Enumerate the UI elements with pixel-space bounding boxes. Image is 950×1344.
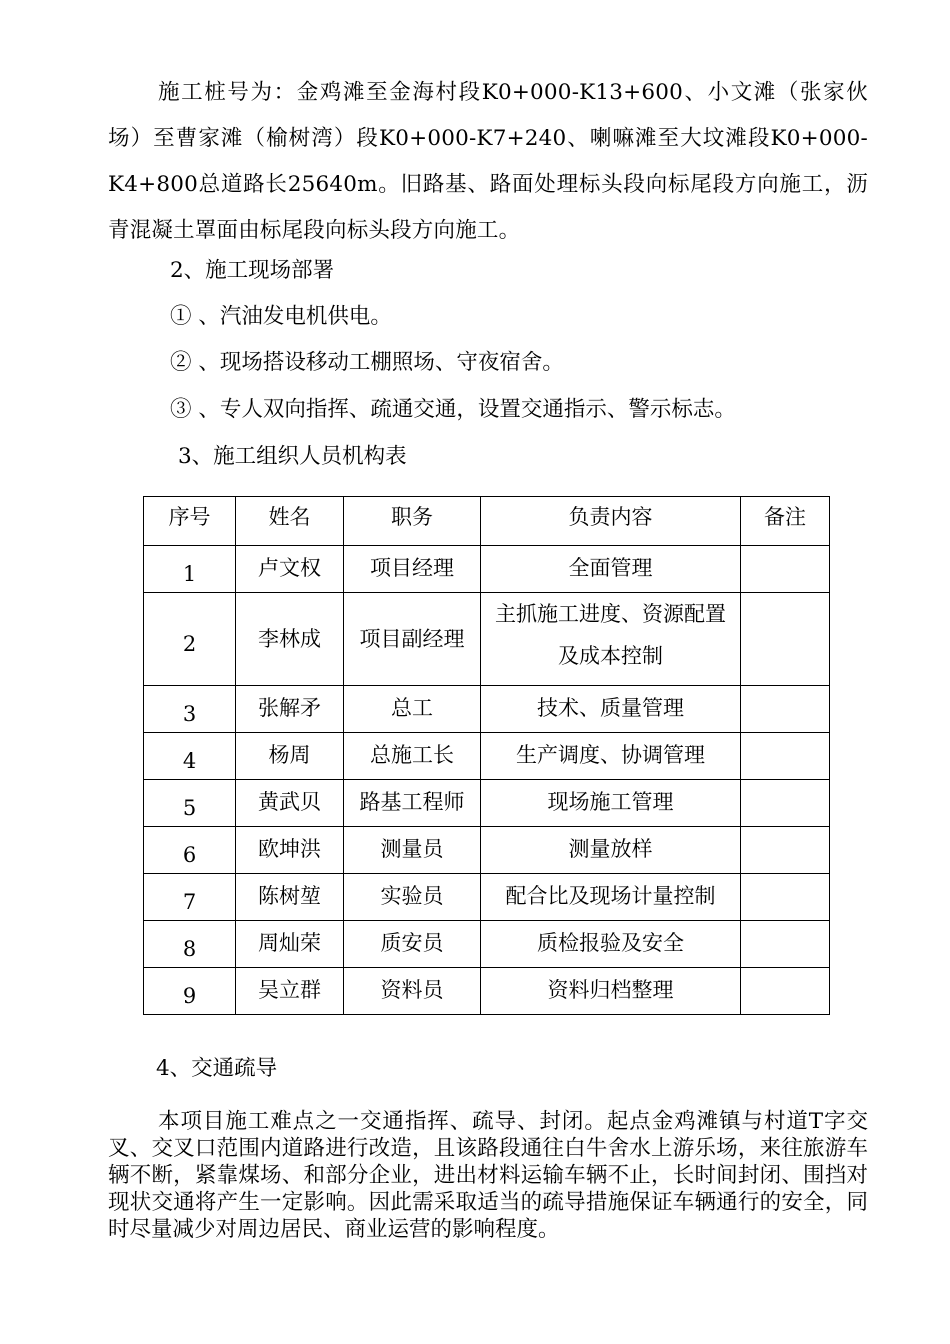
cell-position: 测量员: [344, 827, 481, 874]
deployment-item-3: ③ 、专人双向指挥、疏通交通，设置交通指示、警示标志。: [170, 397, 736, 422]
cell-duty: 资料归档整理: [481, 968, 741, 1015]
cell-position: 项目副经理: [344, 593, 481, 686]
cell-position: 资料员: [344, 968, 481, 1015]
cell-index: 2: [144, 593, 236, 686]
cell-index: 5: [144, 780, 236, 827]
cell-position: 总施工长: [344, 733, 481, 780]
table-row: [144, 593, 830, 686]
cell-duty: 现场施工管理: [481, 780, 741, 827]
table-header-row: [144, 497, 830, 546]
deployment-item-1: ① 、汽油发电机供电。: [170, 304, 392, 329]
header-cell: 姓名: [236, 497, 344, 546]
traffic-paragraph: 本项目施工难点之一交通指挥、疏导、封闭。起点金鸡滩镇与村道T字交叉、交叉口范围内道路进行改造，且该路段通往白牛舍水上游乐场，来往旅游车辆不断，紧靠煤场、和部分企业，进出材料运输车辆不止，长时间封闭、围挡对现状交通将产生一定影响。因此需采取适当的疏导措施保证车辆通行的安全，同时尽量减少对周边居民、商业运营的影响程度。: [108, 1109, 868, 1242]
cell-name: 陈树堃: [236, 874, 344, 921]
table-row: [144, 733, 830, 780]
cell-remark: [741, 827, 830, 874]
cell-duty: 质检报验及安全: [481, 921, 741, 968]
cell-name: 杨周: [236, 733, 344, 780]
cell-name: 张解矛: [236, 686, 344, 733]
cell-name: 吴立群: [236, 968, 344, 1015]
intro-paragraph: 施工桩号为：金鸡滩至金海村段K0+000-K13+600、小文滩（张家伙场）至曹家滩（榆树湾）段K0+000-K7+240、喇嘛滩至大坟滩段K0+000-K4+800总道路长25640m。旧路基、路面处理标头段向标尾段方向施工，沥青混凝土罩面由标尾段向标头段方向施工。: [108, 80, 868, 243]
table-row: [144, 546, 830, 593]
cell-remark: [741, 968, 830, 1015]
table-row: [144, 780, 830, 827]
cell-name: 欧坤洪: [236, 827, 344, 874]
header-cell: 职务: [344, 497, 481, 546]
cell-duty: 主抓施工进度、资源配置及成本控制: [481, 593, 741, 686]
cell-name: 周灿荣: [236, 921, 344, 968]
table-row: [144, 686, 830, 733]
cell-remark: [741, 686, 830, 733]
section4-heading: 4、交通疏导: [156, 1056, 278, 1081]
cell-remark: [741, 546, 830, 593]
deployment-item-2: ② 、现场搭设移动工棚照场、守夜宿舍。: [170, 350, 564, 375]
cell-position: 路基工程师: [344, 780, 481, 827]
cell-position: 实验员: [344, 874, 481, 921]
table-row: [144, 921, 830, 968]
cell-duty: 生产调度、协调管理: [481, 733, 741, 780]
cell-duty: 配合比及现场计量控制: [481, 874, 741, 921]
section2-heading: 2、施工现场部署: [170, 258, 335, 283]
cell-duty: 全面管理: [481, 546, 741, 593]
cell-index: 3: [144, 686, 236, 733]
cell-position: 质安员: [344, 921, 481, 968]
cell-index: 4: [144, 733, 236, 780]
cell-position: 总工: [344, 686, 481, 733]
cell-duty: 技术、质量管理: [481, 686, 741, 733]
cell-remark: [741, 780, 830, 827]
cell-remark: [741, 593, 830, 686]
cell-remark: [741, 733, 830, 780]
cell-name: 卢文权: [236, 546, 344, 593]
header-cell: 负责内容: [481, 497, 741, 546]
section3-heading: 3、施工组织人员机构表: [178, 444, 407, 469]
cell-index: 8: [144, 921, 236, 968]
header-cell: 序号: [144, 497, 236, 546]
cell-index: 1: [144, 546, 236, 593]
cell-remark: [741, 874, 830, 921]
cell-remark: [741, 921, 830, 968]
staff-table: [143, 496, 830, 1015]
cell-index: 7: [144, 874, 236, 921]
cell-duty: 测量放样: [481, 827, 741, 874]
cell-index: 9: [144, 968, 236, 1015]
table-row: [144, 874, 830, 921]
cell-index: 6: [144, 827, 236, 874]
table-row: [144, 968, 830, 1015]
cell-position: 项目经理: [344, 546, 481, 593]
cell-name: 黄武贝: [236, 780, 344, 827]
cell-name: 李林成: [236, 593, 344, 686]
header-cell: 备注: [741, 497, 830, 546]
table-row: [144, 827, 830, 874]
